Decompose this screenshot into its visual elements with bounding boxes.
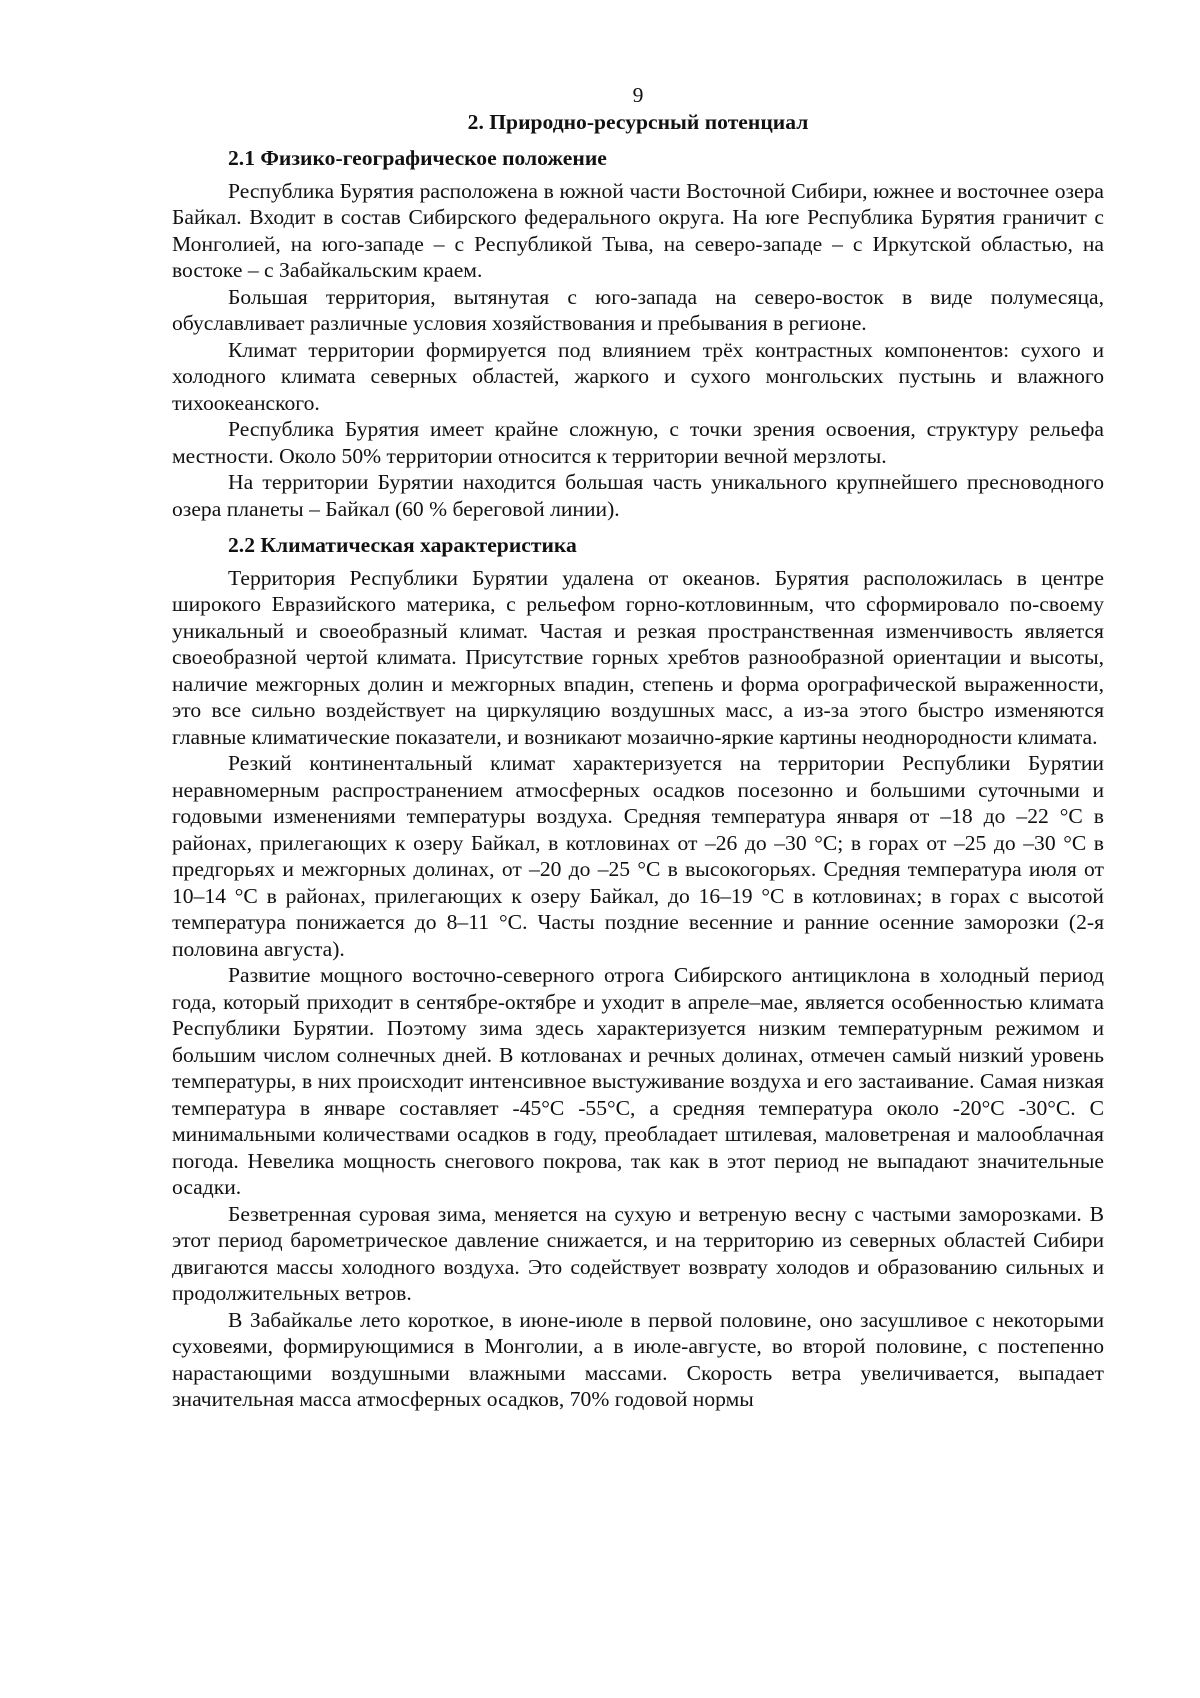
subsection-title: 2.1 Физико-географическое положение bbox=[228, 146, 607, 170]
document-page bbox=[172, 82, 1104, 1413]
page-number: 9 bbox=[632, 83, 644, 107]
paragraph: Развитие мощного восточно-северного отрога Сибирского антициклона в холодный период года, который приходит в сентябре-октябре и уходит в апреле–мае, является особенностью климата Республики Бурятии. Поэтому зима здесь характеризуется низким температурным режимом и большим числом солнечных дней. В котлованах и речных долинах, отмечен самый низкий уровень температуры, в них происходит интенсивное выстуживание воздуха и его застаивание. Самая низкая температура в январе составляет -45°С -55°С, а средняя температура около -20°С -30°С. С минимальными количествами осадков в году, преобладает штилевая, маловетреная и малооблачная погода. Невелика мощность снегового покрова, так как в этот период не выпадают значительные осадки. bbox=[172, 963, 1104, 1199]
paragraph: Климат территории формируется под влиянием трёх контрастных компонентов: сухого и холодного климата северных областей, жаркого и сухого монгольских пустынь и влажного тихоокеанского. bbox=[172, 337, 1104, 415]
subsection-physical-geography bbox=[172, 145, 1104, 522]
paragraph: Резкий континентальный климат характеризуется на территории Республики Бурятии неравномерным распространением атмосферных осадков посезонно и большими суточными и годовыми изменениями температуры воздуха. Средняя температура января от –18 до –22 °С в районах, прилегающих к озеру Байкал, в котловинах от –26 до –30 °С; в горах от –25 до –30 °С в предгорьях и межгорных долинах, от –20 до –25 °С в высокогорьях. Средняя температура июля от 10–14 °С в районах, прилегающих к озеру Байкал, до 16–19 °С в котловинах; в горах с высотой температура понижается до 8–11 °С. Часты поздние весенние и ранние осенние заморозки (2-я половина августа). bbox=[172, 751, 1104, 961]
paragraph: Безветренная суровая зима, меняется на сухую и ветреную весну с частыми заморозками. В этот период барометрическое давление снижается, и на территорию из северных областей Сибири двигаются массы холодного воздуха. Это содействует возврату холодов и образованию сильных и продолжительных ветров. bbox=[172, 1201, 1104, 1305]
section-title: 2. Природно-ресурсный потенциал bbox=[467, 109, 809, 134]
paragraph: В Забайкалье лето короткое, в июне-июле в первой половине, оно засушливое с некоторыми суховеями, формирующимися в Монголии, а в июле-августе, во второй половине, с постепенно нарастающими воздушными влажными массами. Скорость ветра увеличивается, выпадает значительная масса атмосферных осадков, 70% годовой нормы bbox=[172, 1307, 1104, 1411]
subsection-climate bbox=[172, 532, 1104, 1413]
paragraph: Республика Бурятия расположена в южной части Восточной Сибири, южнее и восточнее озера Байкал. Входит в состав Сибирского федерального округа. На юге Республика Бурятия граничит с Монголией, на юго-западе – с Республикой Тыва, на северо-западе – с Иркутской областью, на востоке – с Забайкальским краем. bbox=[172, 178, 1104, 282]
paragraph: Территория Республики Бурятии удалена от океанов. Бурятия расположилась в центре широкого Евразийского материка, с рельефом горно-котловинным, что сформировало по-своему уникальный и своеобразный климат. Частая и резкая пространственная изменчивость является своеобразной чертой климата. Присутствие горных хребтов разнообразной ориентации и высоты, наличие межгорных долин и межгорных впадин, степень и форма орографической выраженности, это все сильно воздействует на циркуляцию воздушных масс, а из-за этого быстро изменяются главные климатические показатели, и возникают мозаично-яркие картины неоднородности климата. bbox=[172, 565, 1104, 749]
subsection-title: 2.2 Климатическая характеристика bbox=[228, 533, 577, 557]
paragraph: Большая территория, вытянутая с юго-запада на северо-восток в виде полумесяца, обуславливает различные условия хозяйствования и пребывания в регионе. bbox=[172, 284, 1104, 335]
paragraph: Республика Бурятия имеет крайне сложную, с точки зрения освоения, структуру рельефа местности. Около 50% территории относится к территории вечной мерзлоты. bbox=[172, 417, 1104, 468]
paragraph: На территории Бурятии находится большая часть уникального крупнейшего пресноводного озера планеты – Байкал (60 % береговой линии). bbox=[172, 470, 1104, 521]
